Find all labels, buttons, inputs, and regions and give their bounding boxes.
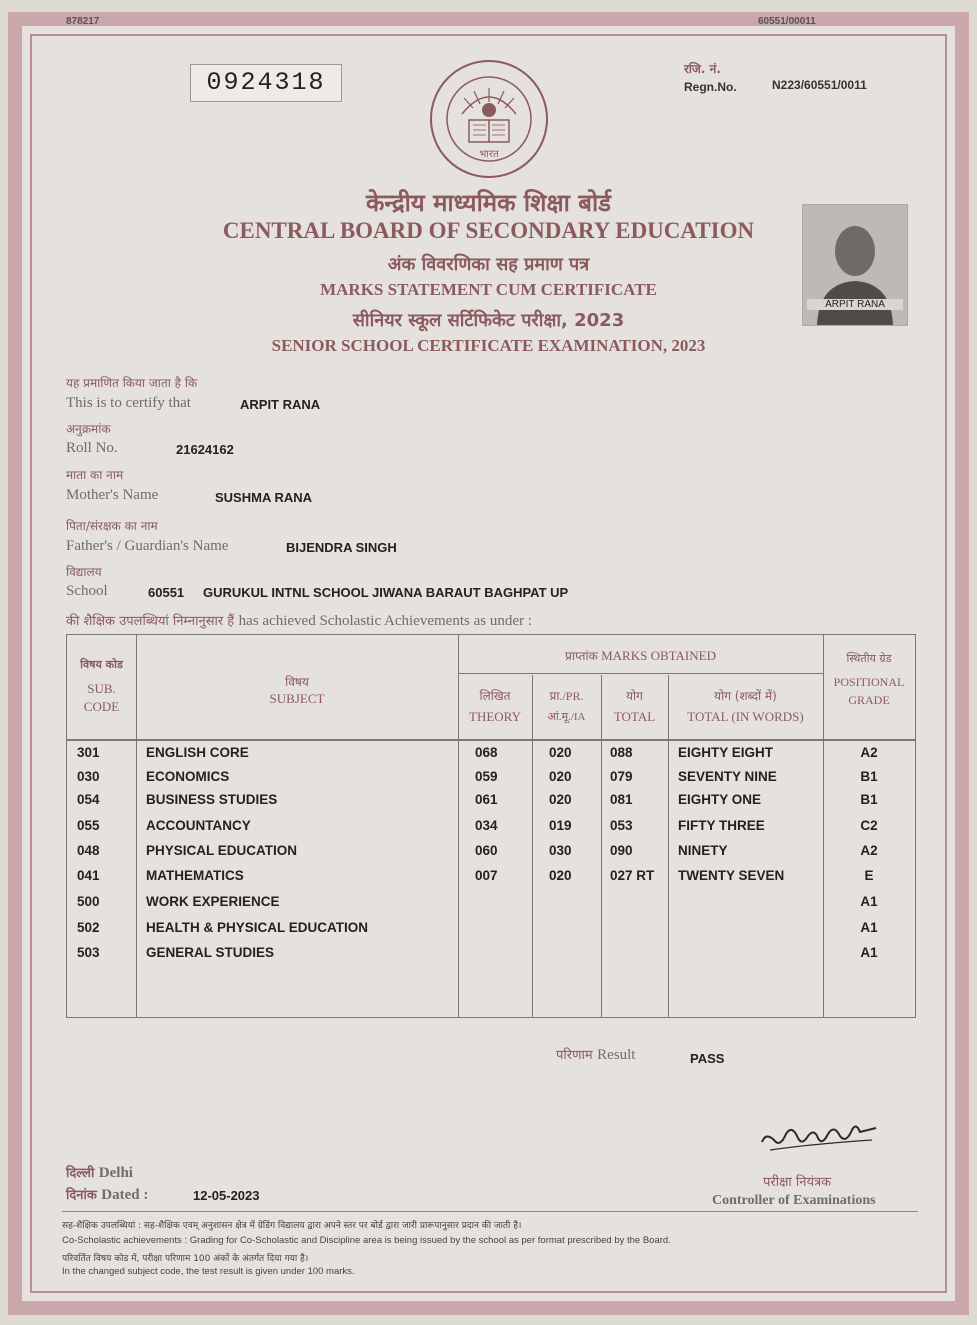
theory-marks: 061 (475, 792, 498, 807)
achievement-line (66, 611, 532, 630)
positional-grade: A1 (860, 920, 878, 935)
header-total-hi: योग (626, 689, 643, 703)
subject-code: 041 (77, 868, 100, 883)
table-row (67, 792, 915, 812)
doc-title-hindi: अंक विवरणिका सह प्रमाण पत्र (387, 254, 590, 275)
header-grade-hi: स्थितीय ग्रेड (846, 652, 892, 665)
header-grade-en2: GRADE (848, 693, 890, 707)
footnote-1: सह-शैक्षिक उपलब्धियां : सह-शैक्षिक एवम् अनुशासन क्षेत्र में ग्रेडिंग विद्यालय द्वारा अपने स्तर पर बोर्ड द्वारा जारी प्रारूपानुसार प्रदान की जाती है। (62, 1221, 522, 1231)
father-label-hi: पिता/संरक्षक का नाम (66, 519, 158, 533)
header-code-en2: CODE (83, 699, 120, 714)
positional-grade: A2 (860, 843, 878, 858)
total-in-words: NINETY (678, 843, 728, 858)
result-label: परिणाम Result (556, 1047, 636, 1063)
serial-number: 0924318 (190, 64, 342, 102)
subject-code: 500 (77, 894, 100, 909)
header-subject-hi: विषय (285, 675, 309, 689)
total-in-words: SEVENTY NINE (678, 769, 777, 784)
total-marks: 079 (610, 769, 633, 784)
header-theory-hi: लिखित (479, 689, 511, 703)
table-row (67, 745, 915, 765)
header-total-en: TOTAL (613, 709, 656, 724)
roll-number: 21624162 (176, 442, 234, 457)
mother-label-hi: माता का नाम (66, 468, 124, 482)
footnote-2: Co-Scholastic achievements : Grading for Co-Scholastic and Discipline area is being issued by the school as per format prescribed by the Board. (62, 1235, 671, 1246)
positional-grade: B1 (860, 769, 878, 784)
exam-title-hindi: सीनियर स्कूल सर्टिफिकेट परीक्षा, 2023 (352, 310, 625, 331)
subject-code: 503 (77, 945, 100, 960)
cbse-seal-icon (428, 58, 550, 180)
marks-table (66, 634, 916, 1018)
header-ia-line1: प्रा./PR. (549, 689, 584, 703)
header-code-en1: SUB. (87, 681, 116, 696)
father-label-en: Father's / Guardian's Name (66, 538, 229, 554)
positional-grade: A2 (860, 745, 878, 760)
achievement-hi: की शैक्षिक उपलब्धियां निम्नानुसार हैं (66, 614, 235, 629)
positional-grade: B1 (860, 792, 878, 807)
table-row (67, 769, 915, 789)
footer-divider (62, 1211, 918, 1212)
positional-grade: A1 (860, 945, 878, 960)
corner-code-right: 60551/00011 (758, 16, 816, 27)
roll-label-en: Roll No. (66, 440, 118, 456)
footnote-3: परिवर्तित विषय कोड में, परीक्षा परिणाम 100 अंकों के अंतर्गत दिया गया है। (62, 1254, 309, 1264)
subject-name: GENERAL STUDIES (146, 945, 275, 960)
ia-marks: 030 (549, 843, 572, 858)
table-row (67, 818, 915, 838)
controller-signature (752, 1110, 882, 1160)
theory-marks: 007 (475, 868, 498, 883)
subject-name: MATHEMATICS (146, 868, 244, 883)
total-marks: 088 (610, 745, 633, 760)
ia-marks: 020 (549, 792, 572, 807)
header-marks: प्राप्तांक MARKS OBTAINED (565, 648, 716, 663)
mother-label-en: Mother's Name (66, 487, 159, 503)
photo-caption: ARPIT RANA (807, 299, 903, 310)
result-value: PASS (690, 1051, 725, 1066)
subject-code: 055 (77, 818, 100, 833)
subject-name: BUSINESS STUDIES (146, 792, 278, 807)
ia-marks: 020 (549, 745, 572, 760)
dated-value: 12-05-2023 (193, 1188, 260, 1203)
header-theory-en: THEORY (469, 709, 521, 724)
positional-grade: C2 (860, 818, 878, 833)
dated-label: दिनांक Dated : (66, 1187, 149, 1203)
place: दिल्ली Delhi (66, 1165, 133, 1181)
school-label-en: School (66, 583, 108, 599)
total-marks: 081 (610, 792, 633, 807)
total-in-words: EIGHTY ONE (678, 792, 762, 807)
exam-title-english: SENIOR SCHOOL CERTIFICATE EXAMINATION, 2023 (271, 336, 706, 355)
subject-name: WORK EXPERIENCE (146, 894, 280, 909)
theory-marks: 068 (475, 745, 498, 760)
header-words-en: TOTAL (IN WORDS) (687, 709, 804, 724)
subject-name: ENGLISH CORE (146, 745, 249, 760)
school-label-hi: विद्यालय (66, 565, 102, 579)
school-name: GURUKUL INTNL SCHOOL JIWANA BARAUT BAGHPAT UP (203, 585, 569, 600)
header-ia-line2: आं.मू./IA (547, 711, 586, 723)
table-row (67, 894, 915, 914)
regn-label-en: Regn.No. (684, 80, 737, 94)
controller-title-en: Controller of Examinations (712, 1193, 876, 1208)
corner-code-left: 878217 (66, 16, 100, 27)
achievement-en: has achieved Scholastic Achievements as under : (238, 613, 532, 629)
total-marks: 027 RT (610, 868, 655, 883)
board-title-english: CENTRAL BOARD OF SECONDARY EDUCATION (222, 218, 755, 243)
table-row (67, 843, 915, 863)
positional-grade: A1 (860, 894, 878, 909)
subject-code: 048 (77, 843, 100, 858)
school-code: 60551 (148, 585, 185, 600)
candidate-name: ARPIT RANA (240, 397, 321, 412)
theory-marks: 059 (475, 769, 498, 784)
roll-label-hi: अनुक्रमांक (66, 422, 111, 436)
table-row (67, 868, 915, 888)
controller-title-hi: परीक्षा नियंत्रक (763, 1175, 832, 1190)
seal-label: भारत (479, 149, 499, 160)
father-name: BIJENDRA SINGH (286, 540, 397, 555)
doc-title-english: MARKS STATEMENT CUM CERTIFICATE (320, 280, 657, 299)
total-in-words: FIFTY THREE (678, 818, 765, 833)
ia-marks: 019 (549, 818, 572, 833)
theory-marks: 034 (475, 818, 498, 833)
mother-name: SUSHMA RANA (215, 490, 313, 505)
header-grade-en1: POSITIONAL (833, 675, 905, 689)
subject-code: 301 (77, 745, 100, 760)
subject-name: ECONOMICS (146, 769, 230, 784)
board-title-hindi: केन्द्रीय माध्यमिक शिक्षा बोर्ड (365, 189, 612, 217)
subject-code: 054 (77, 792, 100, 807)
subject-name: ACCOUNTANCY (146, 818, 251, 833)
candidate-photo (802, 204, 908, 326)
total-in-words: TWENTY SEVEN (678, 868, 785, 883)
theory-marks: 060 (475, 843, 498, 858)
total-marks: 053 (610, 818, 633, 833)
regn-label-hi: रजि. नं. (684, 62, 721, 76)
header-code-hi: विषय कोड (80, 658, 123, 671)
total-marks: 090 (610, 843, 633, 858)
table-row (67, 920, 915, 940)
ia-marks: 020 (549, 868, 572, 883)
certify-label-en: This is to certify that (66, 395, 191, 411)
certify-label-hi: यह प्रमाणित किया जाता है कि (66, 376, 198, 390)
header-subject-en: SUBJECT (269, 691, 325, 706)
regn-value: N223/60551/0011 (772, 78, 867, 92)
subject-name: PHYSICAL EDUCATION (146, 843, 298, 858)
positional-grade: E (864, 868, 874, 883)
footnote-4: In the changed subject code, the test result is given under 100 marks. (62, 1266, 355, 1277)
total-in-words: EIGHTY EIGHT (678, 745, 774, 760)
table-row (67, 945, 915, 965)
subject-code: 030 (77, 769, 100, 784)
ia-marks: 020 (549, 769, 572, 784)
header-words-hi: योग (शब्दों में) (714, 689, 777, 703)
subject-code: 502 (77, 920, 100, 935)
subject-name: HEALTH & PHYSICAL EDUCATION (146, 920, 369, 935)
